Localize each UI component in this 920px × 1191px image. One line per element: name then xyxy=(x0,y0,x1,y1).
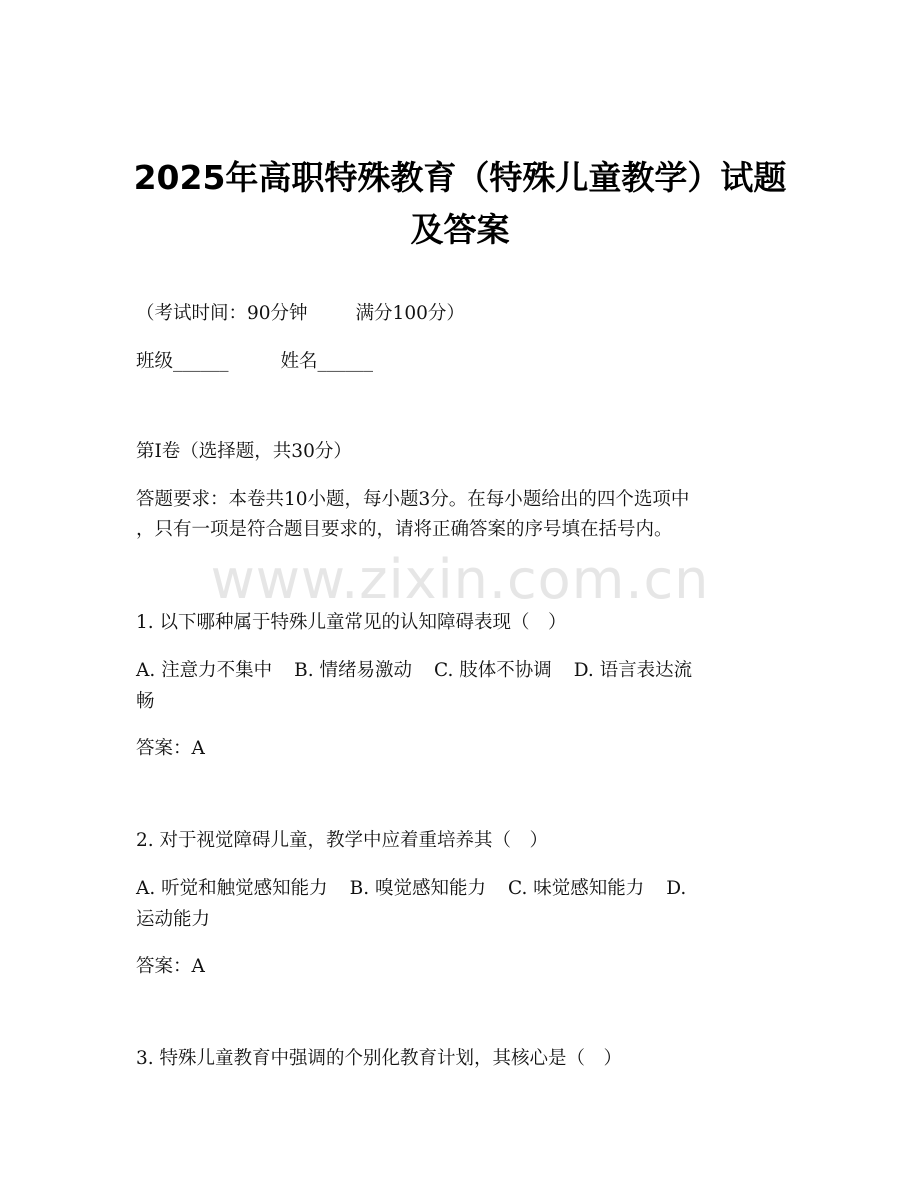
question-2-options-continued: 运动能力 xyxy=(136,909,211,930)
title-line-2: 及答案 xyxy=(410,210,510,249)
title-line-1: 2025年高职特殊教育（特殊儿童教学）试题 xyxy=(133,158,787,197)
question-1-option-c: C. 肢体不协调 xyxy=(433,660,552,681)
question-2-option-b: B. 嗅觉感知能力 xyxy=(349,878,486,899)
student-fields xyxy=(136,346,796,377)
question-1-option-b: B. 情绪易激动 xyxy=(294,660,412,681)
instructions-line-2: ，只有一项是符合题目要求的，请将正确答案的序号填在括号内。 xyxy=(136,519,673,540)
question-2-options xyxy=(136,873,796,904)
section-title: 第I卷（选择题，共30分） xyxy=(136,441,352,462)
question-1-options xyxy=(136,655,796,686)
question-1-option-a: A. 注意力不集中 xyxy=(136,660,273,681)
question-2-option-d: D. xyxy=(666,878,687,899)
question-1-option-d: D. 语言表达流 xyxy=(573,660,693,681)
question-2-option-a: A. 听觉和触觉感知能力 xyxy=(136,878,328,899)
question-2-stem: 2. 对于视觉障碍儿童，教学中应着重培养其（ ） xyxy=(136,830,549,851)
exam-time: （考试时间：90分钟 xyxy=(136,303,308,324)
question-2-option-c: C. 味觉感知能力 xyxy=(507,878,645,899)
exam-info xyxy=(136,298,796,329)
question-1-answer: 答案：A xyxy=(136,738,205,759)
instructions-line-1: 答题要求：本卷共10小题，每小题3分。在每小题给出的四个选项中 xyxy=(136,489,690,510)
document-title xyxy=(100,152,820,256)
watermark: www.zixin.com.cn xyxy=(210,548,710,611)
question-1-stem: 1. 以下哪种属于特殊儿童常见的认知障碍表现（ ） xyxy=(136,612,567,633)
exam-score: 满分100分） xyxy=(355,303,465,324)
question-1-options-continued: 畅 xyxy=(136,691,155,712)
question-3-stem: 3. 特殊儿童教育中强调的个别化教育计划，其核心是（ ） xyxy=(136,1048,623,1069)
question-2-answer: 答案：A xyxy=(136,956,205,977)
class-field: 班级______ xyxy=(136,351,229,372)
name-field: 姓名______ xyxy=(280,351,374,372)
